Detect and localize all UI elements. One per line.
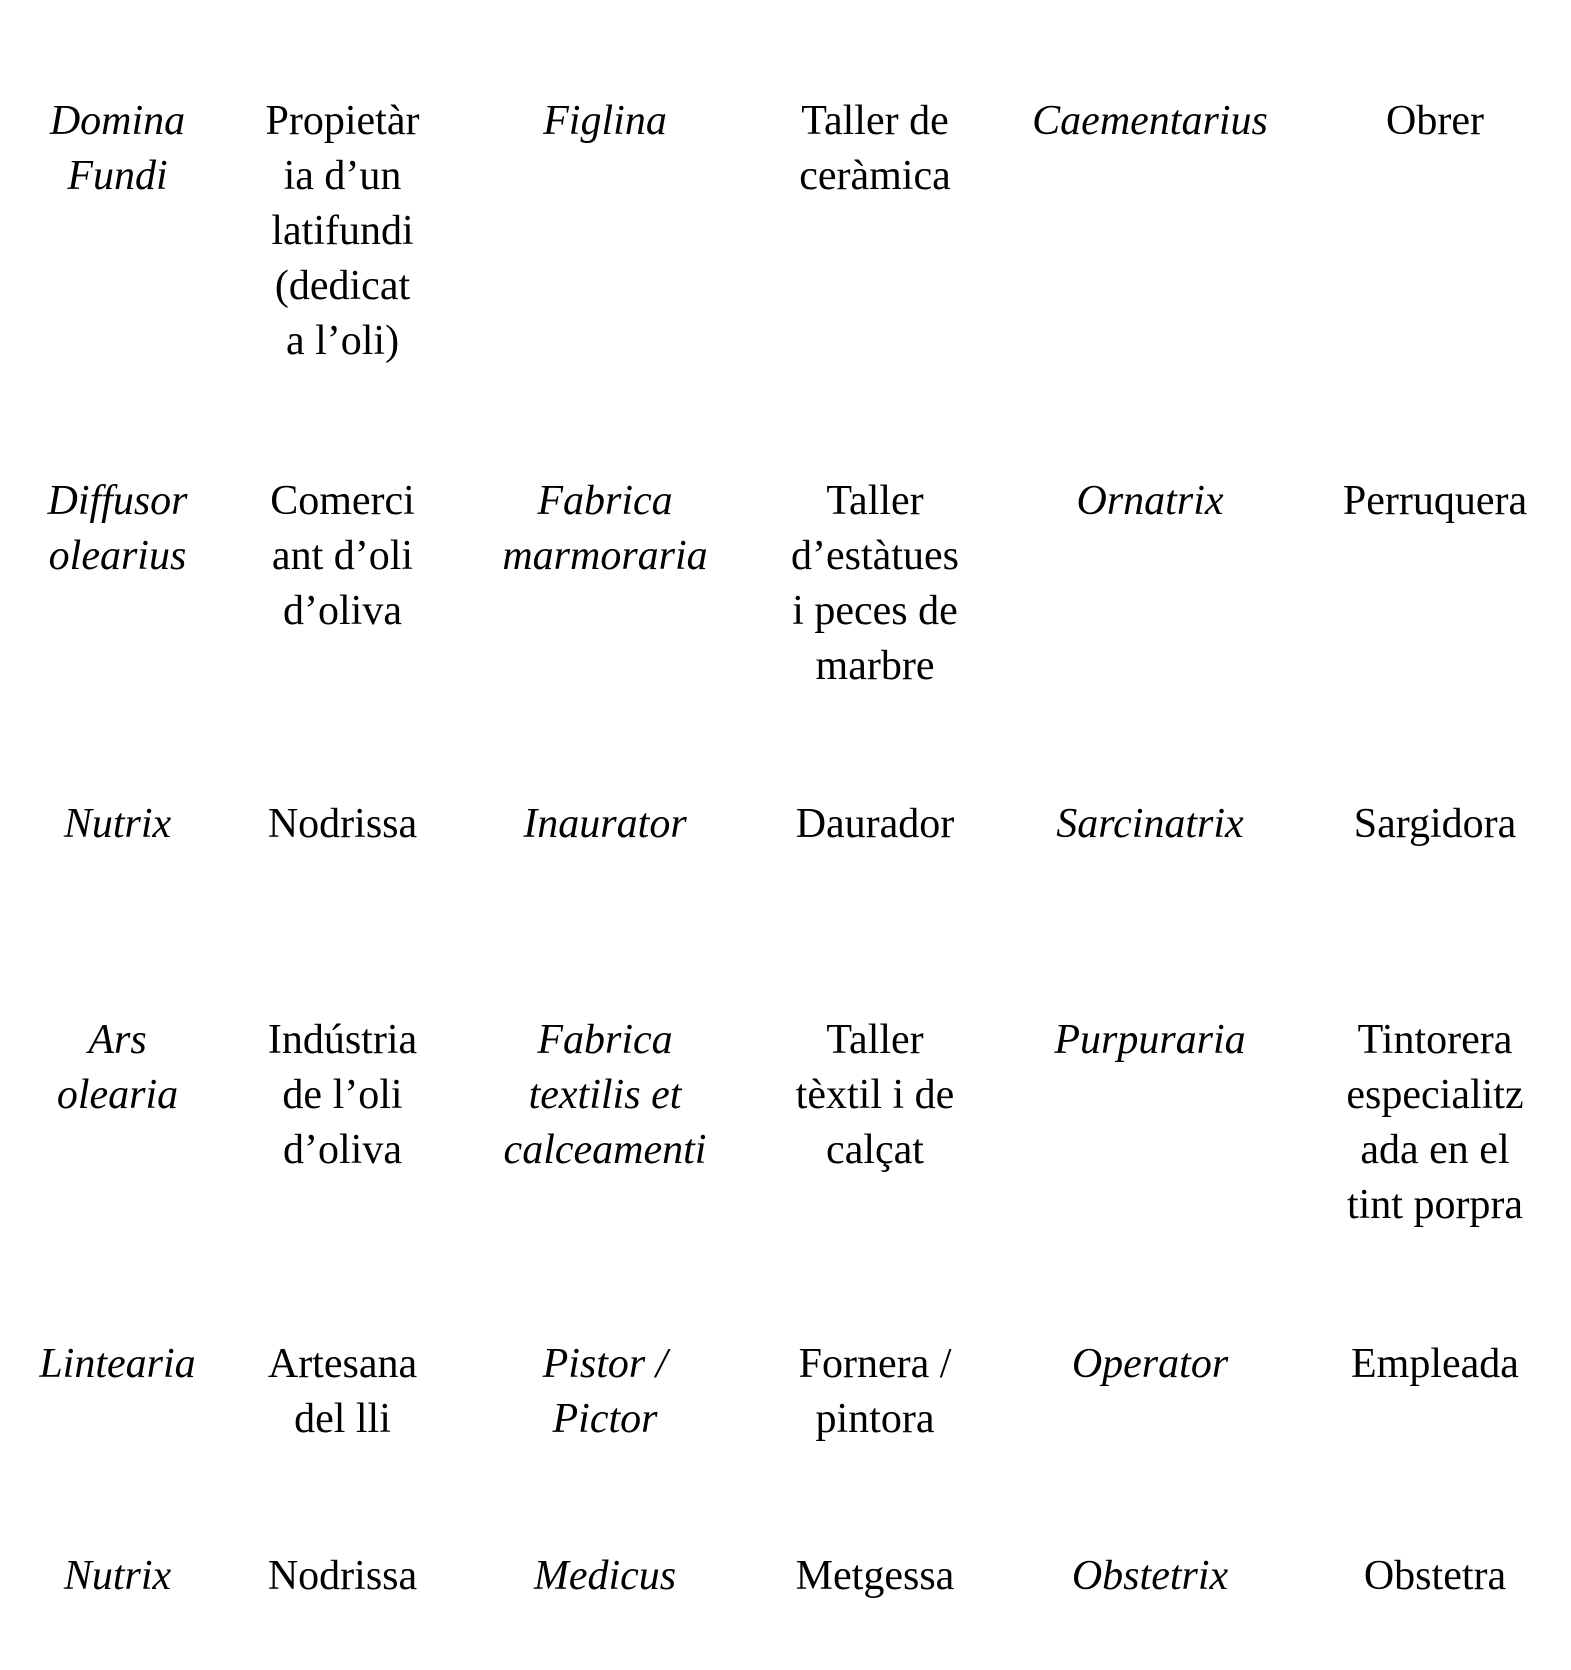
cell-line: ceràmica: [799, 153, 951, 199]
cell-line: d’estàtues: [791, 533, 959, 579]
cell-line: Nodrissa: [267, 801, 418, 847]
cell-line: Figlina: [543, 98, 667, 144]
translation-cell: [1320, 797, 1550, 852]
latin-term-cell: [10, 797, 225, 852]
latin-term-cell: [1020, 1013, 1280, 1068]
cell-line: olearius: [48, 533, 187, 579]
cell-line: ant d’oli: [271, 533, 414, 579]
latin-term-cell: [10, 474, 225, 584]
cell-line: especialitz: [1346, 1072, 1524, 1118]
translation-cell: [235, 1549, 450, 1604]
cell-line: Nutrix: [63, 801, 172, 847]
latin-term-cell: [10, 1013, 225, 1123]
latin-term-cell: [490, 1337, 720, 1447]
latin-term-cell: [1020, 94, 1280, 149]
translation-cell: [1320, 474, 1550, 529]
cell-line: Medicus: [533, 1553, 677, 1599]
cell-line: marbre: [815, 643, 935, 689]
cell-line: Empleada: [1351, 1341, 1519, 1387]
cell-line: calçat: [826, 1127, 924, 1173]
cell-line: tèxtil i de: [795, 1072, 955, 1118]
cell-line: Obstetrix: [1071, 1553, 1229, 1599]
cell-line: Fornera /: [798, 1341, 952, 1387]
cell-line: Indústria: [267, 1017, 418, 1063]
cell-line: Ornatrix: [1076, 478, 1224, 524]
cell-line: Lintearia: [39, 1341, 196, 1387]
cell-line: Inaurator: [523, 801, 687, 847]
cell-line: Nutrix: [63, 1553, 172, 1599]
cell-line: Sargidora: [1353, 801, 1517, 847]
cell-line: Purpuraria: [1054, 1017, 1246, 1063]
cell-line: ada en el: [1360, 1127, 1510, 1173]
cell-line: Taller de: [801, 98, 949, 144]
cell-line: Artesana: [267, 1341, 418, 1387]
translation-cell: [1320, 1013, 1550, 1233]
cell-line: Diffusor: [47, 478, 188, 524]
translation-cell: [235, 1013, 450, 1178]
cell-line: Taller: [826, 1017, 924, 1063]
cell-line: textilis et: [528, 1072, 682, 1118]
latin-term-cell: [1020, 1549, 1280, 1604]
cell-line: Nodrissa: [267, 1553, 418, 1599]
cell-line: Fabrica: [537, 1017, 673, 1063]
translation-cell: [1320, 94, 1550, 149]
cell-line: Metgessa: [795, 1553, 955, 1599]
cell-line: Tintorera: [1357, 1017, 1513, 1063]
translation-cell: [770, 1549, 980, 1604]
translation-cell: [770, 1337, 980, 1447]
cell-line: Fabrica: [537, 478, 673, 524]
cell-line: Fundi: [67, 153, 168, 199]
cell-line: de l’oli: [282, 1072, 403, 1118]
cell-line: Comerci: [270, 478, 415, 524]
translation-cell: [1320, 1549, 1550, 1604]
cell-line: marmoraria: [502, 533, 708, 579]
cell-line: Obstetra: [1363, 1553, 1507, 1599]
latin-term-cell: [490, 1013, 720, 1178]
latin-term-cell: [490, 797, 720, 852]
translation-cell: [235, 797, 450, 852]
cell-line: Taller: [826, 478, 924, 524]
translation-cell: [235, 1337, 450, 1447]
cell-line: Obrer: [1386, 98, 1484, 144]
cell-line: Ars: [88, 1017, 147, 1063]
cell-line: pintora: [815, 1396, 935, 1442]
cell-line: Pictor: [552, 1396, 658, 1442]
translation-cell: [770, 797, 980, 852]
cell-line: latifundi: [271, 208, 414, 254]
translation-cell: [770, 474, 980, 694]
cell-line: tint porpra: [1346, 1182, 1524, 1228]
cell-line: a l’oli): [285, 318, 400, 364]
cell-line: ia d’un: [283, 153, 402, 199]
latin-term-cell: [1020, 474, 1280, 529]
translation-cell: [235, 94, 450, 369]
cell-line: olearia: [56, 1072, 179, 1118]
translation-cell: [235, 474, 450, 639]
latin-term-cell: [10, 94, 225, 204]
cell-line: Pistor /: [542, 1341, 668, 1387]
latin-term-cell: [10, 1337, 225, 1392]
latin-term-cell: [1020, 797, 1280, 852]
cell-line: calceamenti: [503, 1127, 707, 1173]
cell-line: i peces de: [792, 588, 958, 634]
translation-cell: [770, 94, 980, 204]
cell-line: (dedicat: [274, 263, 411, 309]
latin-term-cell: [490, 1549, 720, 1604]
cell-line: Domina: [49, 98, 186, 144]
cell-line: Sarcinatrix: [1056, 801, 1244, 847]
translation-cell: [1320, 1337, 1550, 1392]
latin-term-cell: [10, 1549, 225, 1604]
latin-term-cell: [490, 94, 720, 149]
cell-line: Operator: [1071, 1341, 1229, 1387]
cell-line: Daurador: [795, 801, 955, 847]
cell-line: Perruquera: [1342, 478, 1528, 524]
latin-term-cell: [490, 474, 720, 584]
cell-line: d’oliva: [283, 1127, 402, 1173]
cell-line: d’oliva: [283, 588, 402, 634]
cell-line: Caementarius: [1032, 98, 1268, 144]
translation-cell: [770, 1013, 980, 1178]
cell-line: del lli: [294, 1396, 391, 1442]
latin-term-cell: [1020, 1337, 1280, 1392]
cell-line: Propietàr: [265, 98, 420, 144]
